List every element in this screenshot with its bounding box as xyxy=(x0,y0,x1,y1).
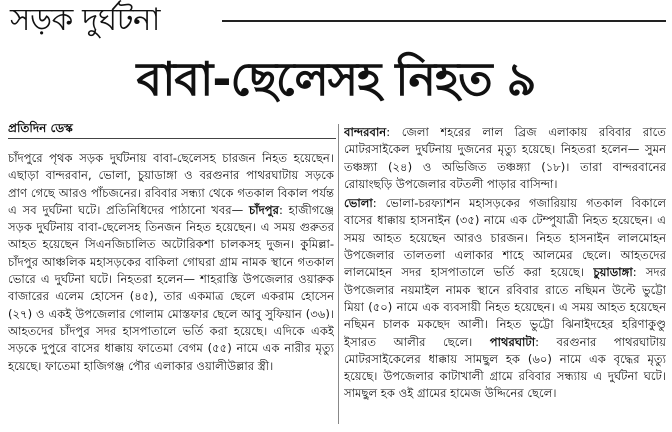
article-right-column xyxy=(344,124,666,428)
bandarban-text: : জেলা শহরের লাল ব্রিজ এলাকায় রবিবার রাতে মোটরসাইকেল দুর্ঘটনায় দুজনের মৃত্যু হয়েছে। নিহতরা হলেন— সুমন তঞ্চঙ্গ্যা (২৪) ও অভিজিত তঞ্চঙ্গ্যা (১৮)। তারা বান্দরবানের রোয়াংছড়ি উপজেলার বটতলী পাড়ার বাসিন্দা। xyxy=(344,125,666,191)
section-rule xyxy=(222,20,666,22)
bhola-text: : ভোলা-চরফ্যাশন মহাসড়কের গজারিয়ায় গতকাল বিকালে বাসের ধাক্কায় হাসনাইন (৩৫) নামে এক টেম্পুযাত্রী নিহত হয়েছেন। এ সময় আহত হয়েছেন আরও চারজন। নিহত হাসনাইন লালমোহন উপজেলার তালতলা এলাকার শাহে আলমের ছেলে। আহতদের লালমোহন সদর হাসপাতালে ভর্তি করা হয়েছে। xyxy=(344,196,666,280)
dateline-patharghata: পাথরঘাটা xyxy=(489,334,536,349)
chandpur-text: : হাজীগঞ্জে সড়ক দুর্ঘটনায় বাবা-ছেলেসহ তিনজন নিহত হয়েছেন। এ সময় গুরুতর আহত হয়েছেন সিএনজিচালিত অটোরিকশা চালকসহ দুজন। কুমিল্লা-চাঁদপুর আঞ্চলিক মহাসড়কের বাকিলা গোঘরা গ্রাম নামক স্থানে গতকাল ভোরে এ দুর্ঘটনা ঘটে। নিহতরা হলেন— শাহরাস্তি উপজেলার ওয়ারুক বাজারের এলেম হোসেন (৪৫), তার একমাত্র ছেলে একরাম হোসেন (২৭) ও একই উপজেলার গোলাম মোস্তফার ছেলে আবু সুফিয়ান (৩৬)। আহতদের চাঁদপুর সদর হাসপাতালে ভর্তি করা হয়েছে। এদিকে একই সড়কে দুপুরে বাসের ধাক্কায় ফাতেমা বেগম (৫৫) নামে এক নারীর মৃত্যু হয়েছে। ফাতেমা হাজিগঞ্জ পৌর এলাকার ওয়ালীউল্লার স্ত্রী। xyxy=(8,202,334,373)
headline: বাবা-ছেলেসহ নিহত ৯ xyxy=(136,52,536,106)
article-paragraph xyxy=(344,195,666,403)
dateline-bandarban: বান্দরবান xyxy=(344,125,387,139)
article-paragraph xyxy=(8,150,334,375)
byline: প্রতিদিন ডেস্ক xyxy=(8,121,73,135)
byline-rule xyxy=(8,138,336,139)
column-divider xyxy=(338,124,339,424)
section-label: সড়ক দুর্ঘটনা xyxy=(10,2,160,38)
dateline-bhola: ভোলা xyxy=(344,196,373,211)
patharghata-text: : বরগুনার পাথরঘাটায় মোটরসাইকেলের ধাক্কায় সামছুল হক (৬০) নামে এক বৃদ্ধের মৃত্যু হয়েছে। উপজেলার কাটাখালী গ্রামে রবিবার সন্ধ্যায় এ দুর্ঘটনা ঘটে। সামছুল হক ওই গ্রামের হামেজ উদ্দিনের ছেলে। xyxy=(344,334,666,401)
intro-text: চাঁদপুরে পৃথক সড়ক দুর্ঘটনায় বাবা-ছেলেসহ চারজন নিহত হয়েছেন। এছাড়া বান্দরবান, ভোলা, চুয়াডাঙ্গা ও বরগুনার পাথরঘাটায় সড়কে প্রাণ গেছে আরও পাঁচজনের। রবিবার সন্ধ্যা থেকে গতকাল বিকাল পর্যন্ত এ সব দুর্ঘটনা ঘটে। প্রতিনিধিদের পাঠানো খবর— xyxy=(8,151,334,217)
article-left-column xyxy=(8,150,334,428)
article-paragraph xyxy=(344,124,666,193)
dateline-chuadanga: চুয়াডাঙ্গা xyxy=(593,265,633,280)
dateline-chandpur: চাঁদপুর xyxy=(249,202,280,217)
chuadanga-text: : সদর উপজেলার নয়মাইল নামক স্থানে রবিবার রাতে নছিমন উল্টে ভুট্টো মিয়া (৫০) নামে এক ব্যবসায়ী নিহত হয়েছেন। এ সময় আহত হয়েছেন নছিমন চালক মকছেদ আলী। নিহত ভুট্টো ঝিনাইদহের হরিণাকুণ্ডু ইসারত আলীর ছেলে। xyxy=(344,265,666,349)
